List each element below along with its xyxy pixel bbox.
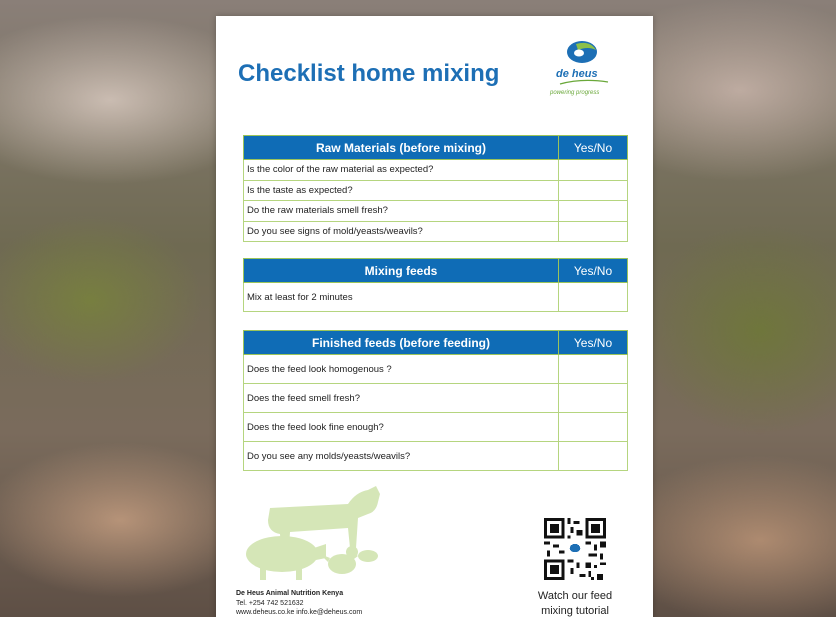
yes-no-header: Yes/No [559, 331, 628, 355]
table-row [244, 283, 628, 312]
qr-code-icon[interactable] [544, 518, 606, 580]
section-header: Raw Materials (before mixing) [244, 136, 559, 160]
table-row [244, 201, 628, 222]
answer-cell[interactable] [559, 221, 628, 242]
qr-caption: mixing tutorial [541, 605, 609, 617]
question-cell: Do you see signs of mold/yeasts/weavils? [244, 221, 559, 242]
yes-no-header: Yes/No [559, 136, 628, 160]
answer-cell[interactable] [559, 160, 628, 181]
question-cell: Is the color of the raw material as expected? [244, 160, 559, 181]
brand-tagline: powering progress [550, 90, 600, 96]
answer-cell[interactable] [559, 201, 628, 222]
question-cell: Does the feed look fine enough? [244, 413, 559, 442]
company-phone: Tel. +254 742 521632 [236, 600, 304, 607]
question-cell: Do the raw materials smell fresh? [244, 201, 559, 222]
table-row [244, 180, 628, 201]
section-header: Mixing feeds [244, 259, 559, 283]
page-title: Checklist home mixing [238, 60, 500, 87]
checklist-sheet [216, 16, 653, 617]
table-row [244, 221, 628, 242]
section-header: Finished feeds (before feeding) [244, 331, 559, 355]
company-name: De Heus Animal Nutrition Kenya [236, 590, 344, 597]
question-cell: Does the feed smell fresh? [244, 384, 559, 413]
pig-icon [246, 536, 326, 580]
company-web[interactable]: www.deheus.co.ke info.ke@deheus.com [236, 609, 363, 616]
table-row [244, 384, 628, 413]
answer-cell[interactable] [559, 283, 628, 312]
answer-cell[interactable] [559, 384, 628, 413]
farm-animals-illustration [230, 478, 390, 588]
answer-cell[interactable] [559, 355, 628, 384]
table-row [244, 160, 628, 181]
finished-feeds-table [243, 330, 628, 471]
answer-cell[interactable] [559, 180, 628, 201]
question-cell: Mix at least for 2 minutes [244, 283, 559, 312]
question-cell: Is the taste as expected? [244, 180, 559, 201]
table-row [244, 442, 628, 471]
raw-materials-table [243, 135, 628, 242]
answer-cell[interactable] [559, 442, 628, 471]
qr-caption: Watch our feed [537, 590, 613, 602]
mixing-feeds-table [243, 258, 628, 312]
table-row [244, 413, 628, 442]
brand-name: de heus [556, 68, 598, 80]
table-row [244, 355, 628, 384]
yes-no-header: Yes/No [559, 259, 628, 283]
answer-cell[interactable] [559, 413, 628, 442]
question-cell: Does the feed look homogenous ? [244, 355, 559, 384]
question-cell: Do you see any molds/yeasts/weavils? [244, 442, 559, 471]
